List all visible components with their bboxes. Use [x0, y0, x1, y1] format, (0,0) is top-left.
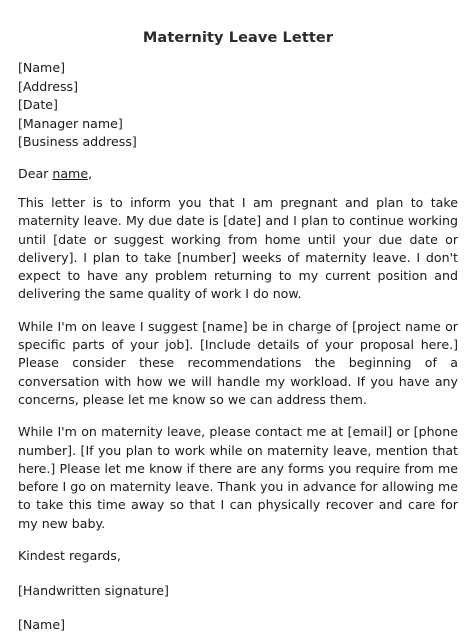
paragraph-intro: This letter is to inform you that I am pregnant and plan to take maternity leave. My due date is [date] and I plan to continue working until [date or suggest working from home until your due date or delivery]. I plan to take [number] weeks of maternity leave. I don't expect to have any problem returning to my current position and delivering the same quality of work I do now.	[18, 195, 458, 302]
address-block	[18, 59, 458, 152]
address-line-business-address: [Business address]	[18, 134, 137, 149]
address-line-name: [Name]	[18, 60, 65, 75]
salutation-name: name	[52, 165, 89, 181]
salutation-prefix: Dear	[18, 165, 53, 181]
letter-title: Maternity Leave Letter	[142, 30, 334, 46]
paragraph-coverage: While I'm on leave I suggest [name] be in charge of [project name or specific parts of your job]. [Include details of your proposal here.] Please consider these recommendations the beginning of a conversation with how we will handle my workload. If you have any concerns, please let me know so we can address them.	[18, 318, 458, 407]
address-line-date: [Date]	[18, 97, 58, 112]
address-line-manager-name: [Manager name]	[18, 115, 123, 131]
paragraph-contact: While I'm on maternity leave, please contact me at [email] or [phone number]. [If you plan to work while on maternity leave, mention that here.] Please let me know if there are any forms you require from me before I go on maternity leave. Thank you in advance for allowing me to take this time away so that I can physically recover and care for my new baby.	[18, 424, 458, 531]
signature-placeholder: [Handwritten signature]	[18, 582, 169, 598]
address-line-address: [Address]	[18, 78, 78, 94]
salutation	[18, 165, 458, 184]
signoff-name: [Name]	[18, 617, 65, 633]
closing: Kindest regards,	[18, 548, 121, 564]
salutation-suffix: ,	[88, 165, 93, 181]
